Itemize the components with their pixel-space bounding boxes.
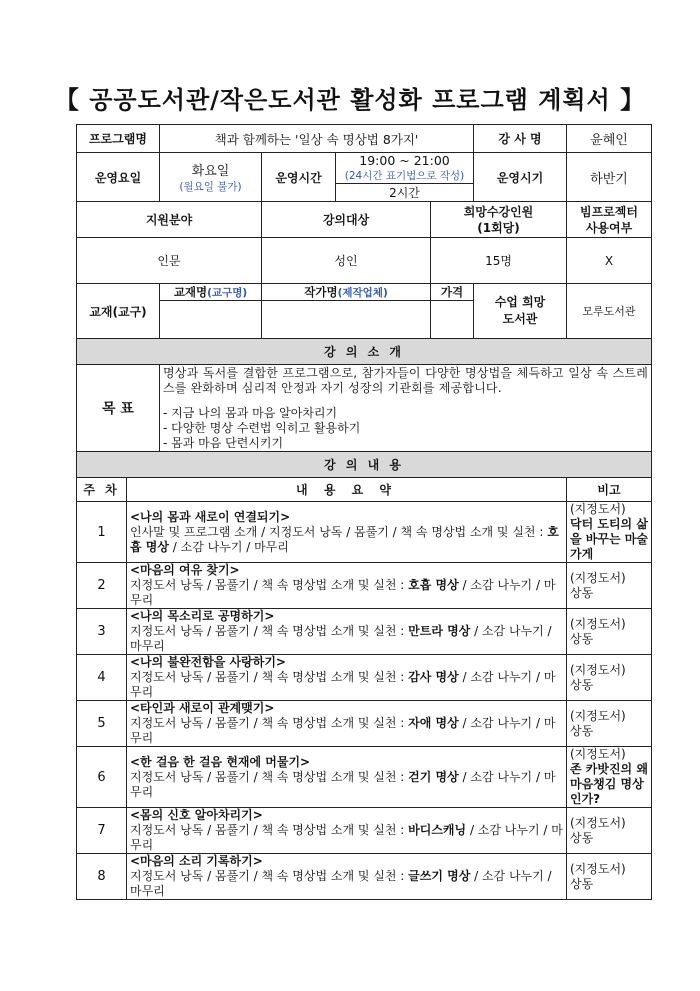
week-title: <몸의 신호 알아차리기> [130, 808, 263, 822]
week-title: <한 걸음 한 걸음 현재에 머물기> [130, 754, 311, 769]
week-note-label: (지정도서) [570, 616, 626, 631]
time-label: 운영시간 [262, 153, 336, 202]
textbook-name-header [160, 284, 262, 301]
week-summary [127, 563, 567, 609]
author-value [262, 301, 431, 339]
week-book: 상동 [570, 830, 594, 845]
table-row [77, 854, 652, 900]
week-title: <나의 목소리로 공명하기> [130, 609, 275, 623]
week-book: 상동 [570, 876, 594, 891]
time-note: (24시간 표기법으로 작성) [344, 170, 465, 182]
textbook-name-value [160, 301, 262, 339]
week-desc-post: / 소감 나누기 / 마무리 [130, 716, 556, 745]
week-number: 7 [77, 808, 127, 854]
week-desc-pre: 지정도서 낭독 / 몸풀기 / 책 속 명상법 소개 및 실천 : [130, 670, 409, 684]
goal-paragraph: 명상과 독서를 결합한 프로그램으로, 참가자들이 다양한 명상법을 체득하고 일상 속 스트레스를 완화하며 심리적 안정과 자기 성장의 기관회를 제공합니다. [163, 366, 648, 395]
week-note-label: (지정도서) [570, 861, 626, 876]
day-note: (월요일 불가) [179, 181, 242, 193]
week-number: 1 [77, 502, 127, 563]
textbook-label: 교재(교구) [77, 284, 160, 339]
week-note-label: (지정도서) [570, 815, 626, 830]
week-note-label: (지정도서) [570, 502, 626, 516]
table-row [77, 747, 652, 808]
field-label: 지원분야 [77, 202, 262, 238]
week-note-label: (지정도서) [570, 662, 626, 677]
week-desc-pre: 지정도서 낭독 / 몸풀기 / 책 속 명상법 소개 및 실천 : [130, 869, 409, 883]
week-summary [127, 747, 567, 808]
instructor-value: 윤혜인 [567, 125, 652, 153]
capacity-value: 15명 [431, 238, 567, 284]
time-value: 19:00 ~ 21:00 [359, 153, 450, 168]
week-number: 3 [77, 609, 127, 655]
goal-content [160, 365, 652, 452]
week-method: 바디스캐닝 [408, 823, 467, 837]
week-book: 닥터 도티의 삶을 바꾸는 마술가게 [570, 517, 648, 561]
week-note [567, 563, 652, 609]
week-number: 2 [77, 563, 127, 609]
week-number: 8 [77, 854, 127, 900]
week-number: 6 [77, 747, 127, 808]
week-note [567, 609, 652, 655]
week-desc-post: / 소감 나누기 / 마무리 [168, 539, 289, 554]
week-summary [127, 502, 567, 563]
week-book: 상동 [570, 585, 594, 600]
textbook-name-label: 교재명 [173, 285, 208, 299]
week-desc-post: / 소감 나누기 / 마무리 [130, 823, 563, 852]
week-desc-pre: 지정도서 낭독 / 몸풀기 / 책 속 명상법 소개 및 실천 : [130, 716, 409, 730]
week-summary [127, 655, 567, 701]
week-title: <나의 불완전함을 사랑하기> [130, 655, 286, 669]
capacity-label: 희망수강인원 (1회당) [431, 202, 567, 238]
field-value: 인문 [77, 238, 262, 284]
week-title: <마음의 소리 기록하기> [130, 854, 263, 868]
week-title: <타인과 새로이 관계맺기> [130, 701, 275, 715]
program-name-value: 책과 함께하는 '일상 속 명상법 8가지' [160, 125, 474, 153]
week-method: 자애 명상 [408, 716, 459, 730]
week-note [567, 747, 652, 808]
table-row [77, 701, 652, 747]
content-header: 강 의 내 용 [77, 452, 652, 478]
week-note [567, 502, 652, 563]
projector-value: X [567, 238, 652, 284]
week-desc-post: / 소감 나누기 / 마무리 [130, 769, 556, 799]
duration-value: 2시간 [336, 184, 474, 202]
author-header [262, 284, 431, 301]
week-book: 상동 [570, 677, 594, 692]
week-desc-post: / 소감 나누기 / 마무리 [130, 578, 556, 607]
table-row [77, 655, 652, 701]
week-note [567, 808, 652, 854]
week-method: 걷기 명상 [408, 769, 459, 784]
week-desc-post: / 소감 나누기 / 마무리 [130, 670, 556, 699]
program-name-label: 프로그램명 [77, 125, 160, 153]
instructor-label: 강 사 명 [474, 125, 567, 153]
week-note [567, 655, 652, 701]
week-desc-post: / 소감 나누기 / 마무리 [130, 869, 552, 898]
week-title: <나의 몸과 새로이 연결되기> [130, 509, 291, 524]
day-cell [160, 153, 262, 202]
table-row [77, 808, 652, 854]
goal-bullet-3: - 몸과 마음 단련시키기 [163, 436, 284, 450]
author-note: (제작업체) [337, 287, 388, 299]
table-row [77, 609, 652, 655]
period-label: 운영시기 [474, 153, 567, 202]
table-row [77, 563, 652, 609]
textbook-name-note: (교구명) [207, 287, 248, 299]
week-method: 호흡 명상 [408, 578, 459, 592]
col-note: 비고 [567, 478, 652, 502]
week-method: 만트라 명상 [408, 624, 471, 638]
week-desc-pre: 지정도서 낭독 / 몸풀기 / 책 속 명상법 소개 및 실천 : [130, 823, 409, 837]
library-label: 수업 희망 도서관 [474, 284, 567, 339]
time-cell [336, 153, 474, 184]
week-method: 호흡 명상 [130, 524, 559, 554]
author-label: 작가명 [304, 285, 338, 299]
week-book: 상동 [570, 631, 594, 646]
week-title: <마음의 여유 찾기> [130, 563, 240, 577]
week-book: 존 카밧진의 왜 마음챙김 명상인가? [570, 762, 648, 806]
week-desc-pre: 지정도서 낭독 / 몸풀기 / 책 속 명상법 소개 및 실천 : [130, 769, 409, 784]
price-label: 가격 [431, 284, 474, 301]
week-method: 글쓰기 명상 [408, 869, 471, 883]
document-title: 【 공공도서관/작은도서관 활성화 프로그램 계획서 】 [54, 86, 646, 114]
goal-bullet-1: - 지금 나의 몸과 마음 알아차리기 [163, 406, 338, 420]
week-summary [127, 701, 567, 747]
week-desc-post: / 소감 나누기 / 마무리 [130, 624, 552, 653]
day-value: 화요일 [191, 164, 230, 179]
week-number: 4 [77, 655, 127, 701]
week-book: 상동 [570, 723, 594, 738]
week-summary [127, 854, 567, 900]
week-desc-pre: 지정도서 낭독 / 몸풀기 / 책 속 명상법 소개 및 실천 : [130, 578, 409, 592]
goal-label: 목 표 [77, 365, 160, 452]
week-number: 5 [77, 701, 127, 747]
week-method: 감사 명상 [408, 670, 459, 684]
week-note-label: (지정도서) [570, 747, 626, 761]
col-summary: 내 용 요 약 [127, 478, 567, 502]
week-note-label: (지정도서) [570, 570, 626, 585]
week-desc-pre: 지정도서 낭독 / 몸풀기 / 책 속 명상법 소개 및 실천 : [130, 624, 409, 638]
week-note [567, 854, 652, 900]
table-row [77, 502, 652, 563]
goal-bullet-2: - 다양한 명상 수련법 익히고 활용하기 [163, 421, 361, 435]
week-note [567, 701, 652, 747]
week-note-label: (지정도서) [570, 708, 626, 723]
intro-header: 강 의 소 개 [77, 339, 652, 365]
projector-label: 빔프로젝터 사용여부 [567, 202, 652, 238]
week-summary [127, 808, 567, 854]
target-value: 성인 [262, 238, 431, 284]
plan-form-table [76, 124, 652, 900]
week-desc-pre: 인사말 및 프로그램 소개 / 지정도서 낭독 / 몸풀기 / 책 속 명상법 소개 및 실천 : [130, 524, 548, 539]
col-week: 주 차 [77, 478, 127, 502]
target-label: 강의대상 [262, 202, 431, 238]
price-value [431, 301, 474, 339]
week-summary [127, 609, 567, 655]
library-value: 모루도서관 [567, 284, 652, 339]
period-value: 하반기 [567, 153, 652, 202]
day-label: 운영요일 [77, 153, 160, 202]
